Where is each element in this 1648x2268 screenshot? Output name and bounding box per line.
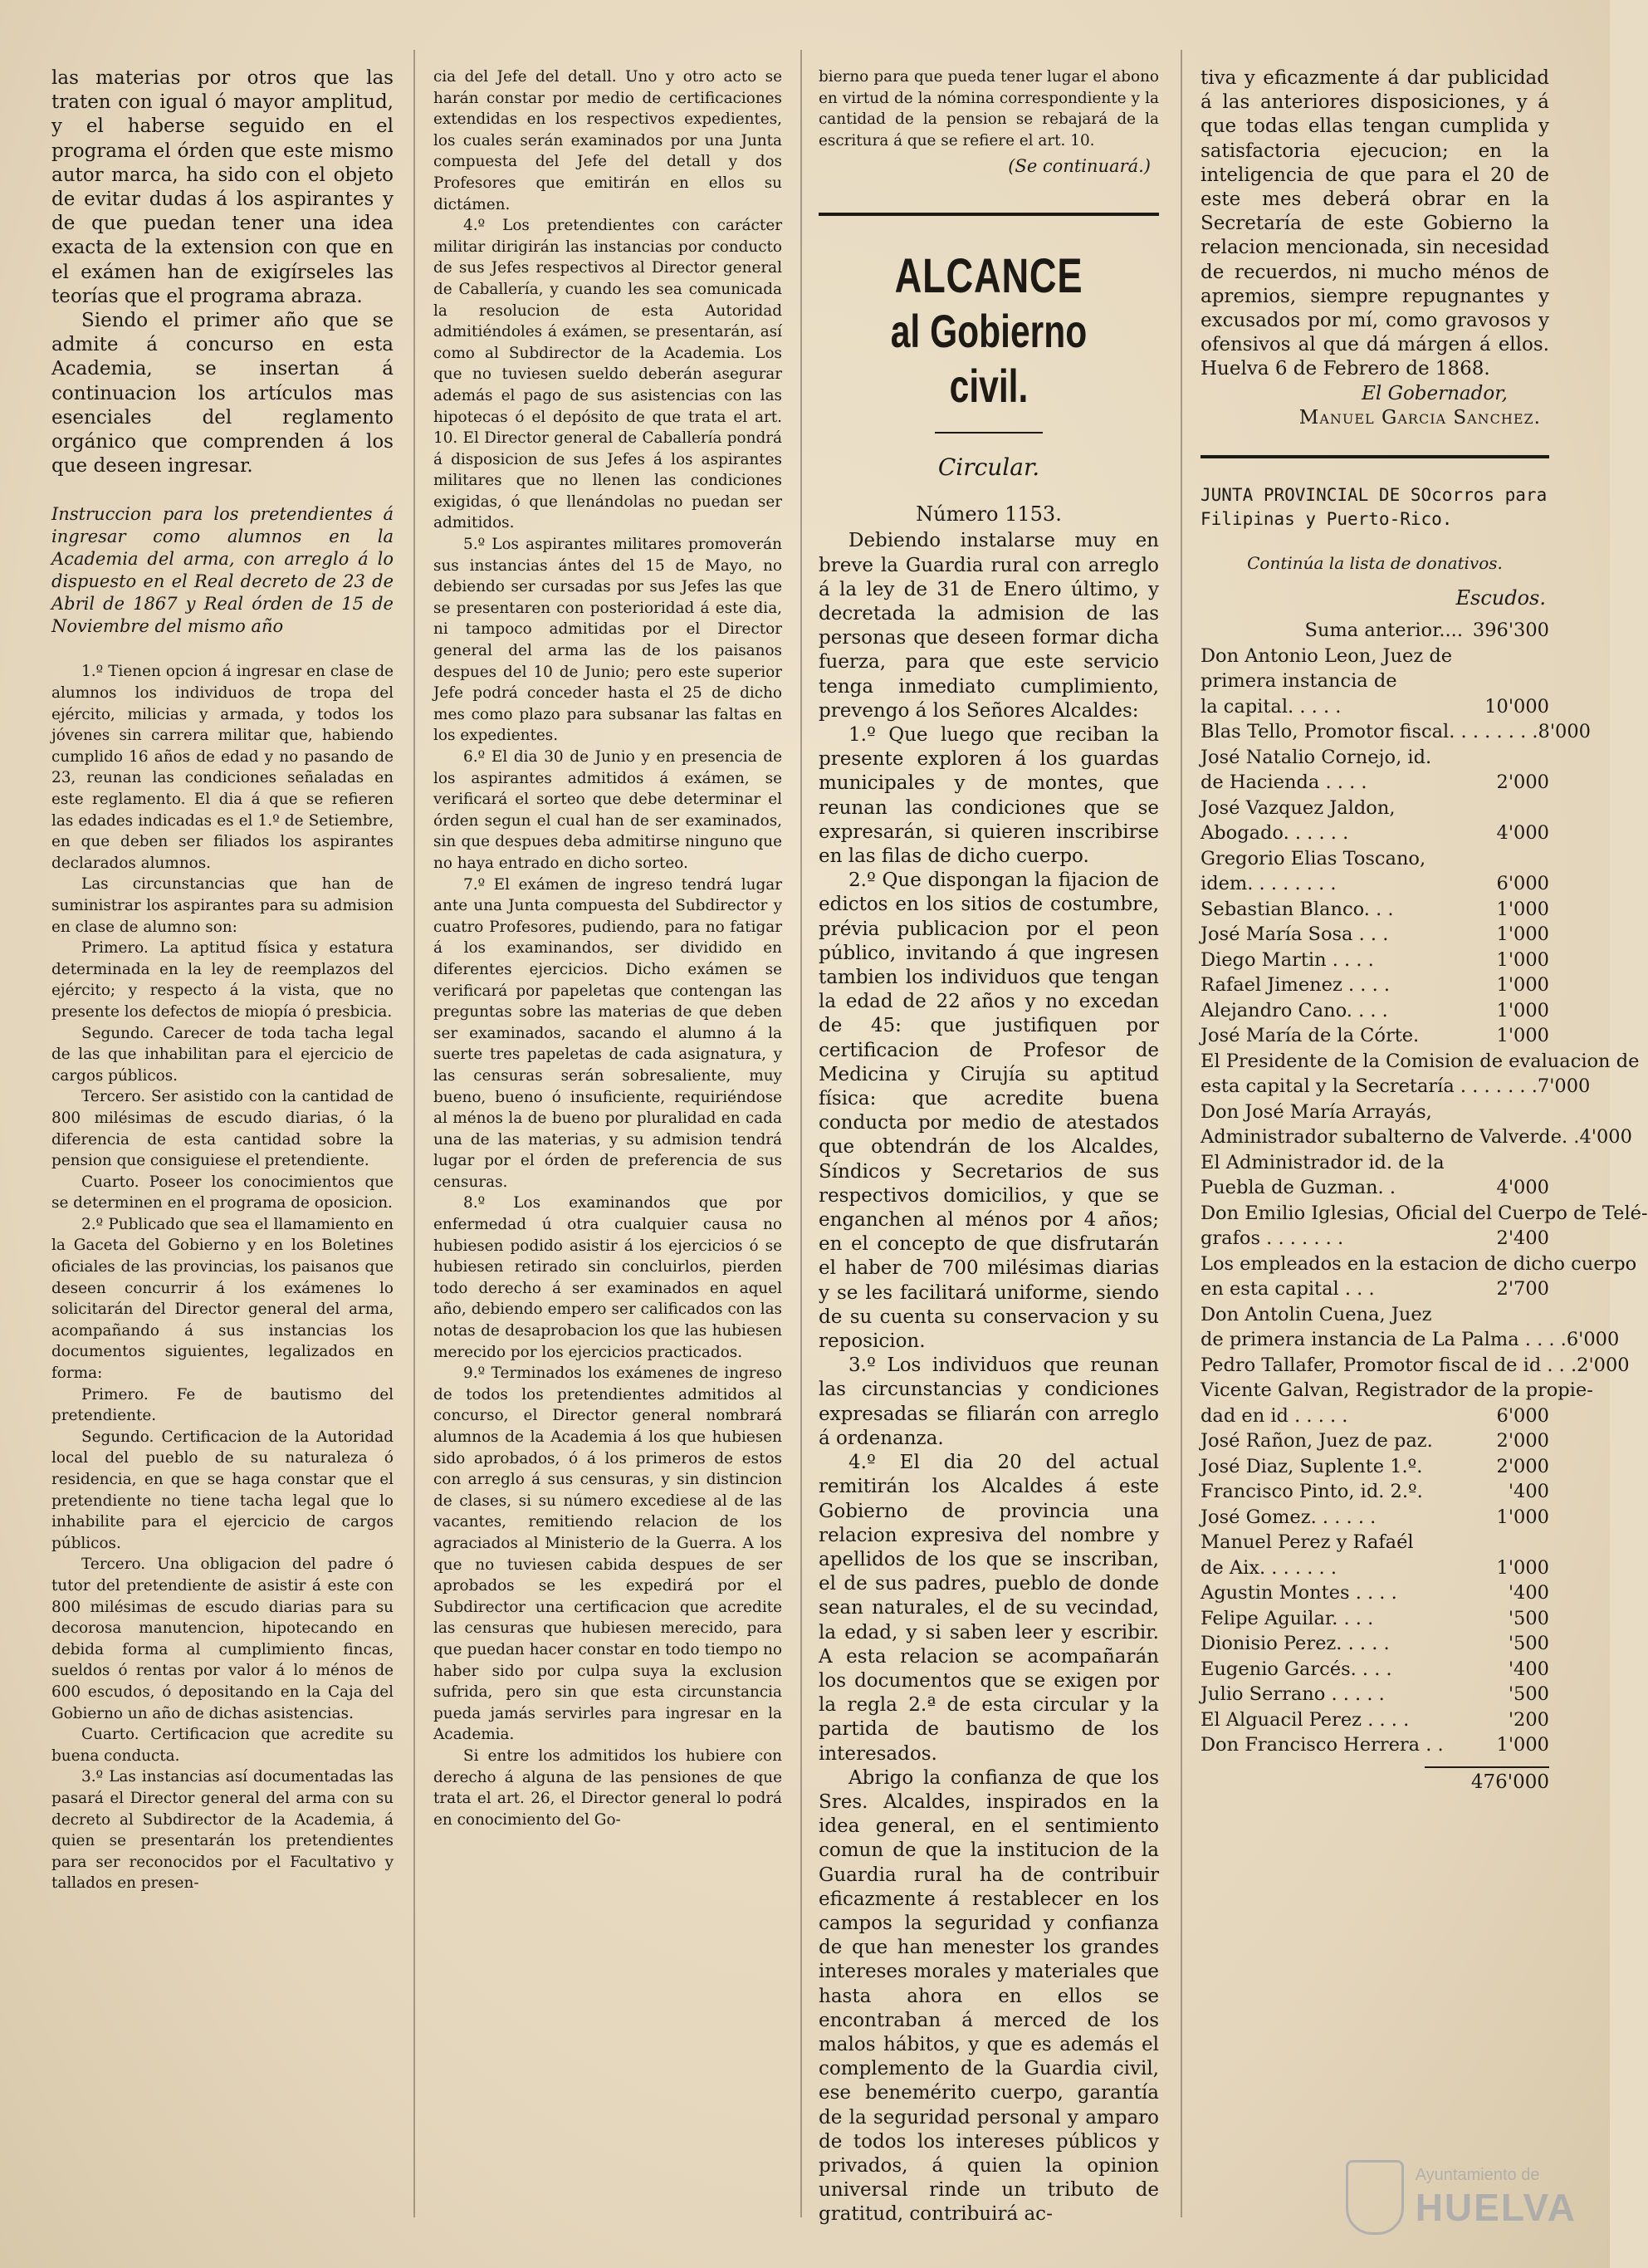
donor-amount — [1470, 1302, 1549, 1328]
article-paragraph: Cuarto. Certificacion que acredite su buena conducta. — [51, 1726, 394, 1765]
donor-amount: 1'000 — [1496, 923, 1549, 946]
donor-name: El Administrador id. de la — [1201, 1151, 1445, 1173]
donor-amount: 4'000 — [1496, 822, 1549, 845]
donor-row — [1201, 770, 1549, 796]
donor-row — [1201, 1074, 1591, 1100]
donor-amount: 1'000 — [1496, 948, 1549, 971]
article-paragraph: Primero. La aptitud física y estatura determinada en la ley de reemplazos del ejército; y respecto á la vista, que no presente los defectos de miopía ó presbicia. — [51, 939, 394, 1021]
donor-row — [1201, 1682, 1549, 1707]
circular-paragraph: Debiendo instalarse muy en breve la Guardia rural con arreglo á la ley de 31 de Enero último, y decretada la admision de las personas que deseen formar dicha fuerza, para que este servicio tenga inmediato cumplimiento, prevengo á los Señores Alcaldes: — [819, 530, 1159, 722]
donor-list — [1201, 644, 1648, 1758]
article-paragraph: Tercero. Una obligacion del padre ó tutor del pretendiente de asistir á este con 800 milésimas de escudo diarias para su decorosa manutencion, hipotecando en debida forma al cumplimiento fincas, sueldos ó rentas por valor á lo ménos de 600 escudos, ó depositando en la Caja del Gobierno un año de dichas asistencias. — [51, 1555, 394, 1722]
donor-row — [1201, 1657, 1549, 1683]
article-paragraph: 7.º El exámen de ingreso tendrá lugar ante una Junta compuesta del Subdirector y cuatro Profesores, pudiendo, para no fatigar á los examinandos, ser dividido en diferentes ejercicios. Dicho exámen se verificará por papeletas que contengan las preguntas sobre las materias de que deben ser examinados, sacando el alumno á la suerte tres papeletas de cada asignatura, y las censuras serán sobresaliente, muy bueno, bueno ó insuficiente, requiriéndose al ménos la de bueno por pluralidad en cada una de las materias, y su admision tendrá lugar por el órden de preferencia de sus censuras. — [433, 875, 782, 1191]
donor-row — [1201, 1403, 1549, 1429]
donor-name: El Alguacil Perez . . . . — [1201, 1708, 1410, 1731]
donor-amount: 1'000 — [1496, 1556, 1549, 1579]
donor-row — [1201, 1732, 1549, 1758]
donor-amount: '400 — [1508, 1582, 1549, 1604]
donor-amount — [1470, 669, 1549, 694]
donor-row — [1201, 1023, 1549, 1049]
article-paragraph: 4.º Los pretendientes con carácter militar dirigirán las instancias por conducto de sus Jefes respectivos al Director general de Caballería, y cuando les sea comunicada la resolucion de esta Autoridad admitiéndoles á exámen, se presentarán, así como al Subdirector de la Academia. Los que no tuviesen sueldo deberán asegurar además el pago de sus asistencias con las hipotecas ó el depósito de que trata el art. 10. El Director general de Caballería pondrá á disposicion de sus Jefes á los aspirantes militares que no llenen las condiciones exigidas, ó que llenándolas no puedan ser admitidos. — [433, 217, 782, 532]
intro-paragraph: Siendo el primer año que se admite á concurso en esta Academia, se insertan á continuacion los artículos mas esenciales del reglamento orgánico que comprenden á los que deseen ingresar. — [51, 310, 394, 478]
donor-amount: 7'000 — [1537, 1075, 1591, 1098]
donor-row — [1201, 694, 1549, 720]
donor-row — [1201, 1100, 1549, 1125]
donor-row — [1201, 1530, 1549, 1555]
donor-name: Alejandro Cano. . . . — [1201, 999, 1388, 1021]
donor-amount: 1'000 — [1496, 974, 1549, 997]
donor-amount — [1470, 745, 1549, 771]
donor-name: José Vazquez Jaldon, — [1201, 796, 1396, 819]
donor-name: José Diaz, Suplente 1.º. — [1201, 1455, 1423, 1477]
donor-amount: 2'000 — [1577, 1354, 1630, 1376]
donor-name: Pedro Tallafer, Promotor fiscal de id . . . — [1201, 1354, 1577, 1376]
donor-row — [1201, 1580, 1549, 1606]
donor-amount: '500 — [1508, 1607, 1549, 1629]
article-paragraph: cia del Jefe del detall. Uno y otro acto se harán constar por medio de certificaciones extendidas en los respectivos expedientes, los cuales serán examinados por una Junta compuesta del Jefe del detall y dos Profesores que emitirán en ellos su dictámen. — [433, 68, 782, 213]
circular-paragraph: 2.º Que dispongan la fijacion de edictos en los sitios de costumbre, prévia publicacion por el peon público, invitando á que ingresen tambien los individuos que tengan la edad de 22 años y no excedan de 45: que justifiquen por certificacion de Profesor de Medicina y Cirujía su aptitud física: que acredite buena conducta por medio de atestados que obtendrán de los Alcaldes, Síndicos y Secretarios de sus respectivos domicilios, y que se enganchen al ménos por 4 años; en el concepto de que disfrutarán el haber de 700 milésimas diarias y se les facilitará uniforme, siendo de su cuenta su conservacion y su reposicion. — [819, 869, 1159, 1353]
donor-name: Vicente Galvan, Registrador de la propie- — [1201, 1379, 1593, 1402]
donor-name: la capital. . . . . — [1201, 695, 1342, 718]
donor-amount — [1470, 644, 1549, 669]
instruction-heading: Instruccion para los pretendientes á ingresar como alumnos en la Academia del arma, con arreglo á lo dispuesto en el Real decreto de 23 de Abril de 1867 y Real órden de 15 de Noviembre del mismo año — [51, 504, 394, 637]
donor-name: Administrador subalterno de Valverde. . — [1201, 1126, 1580, 1149]
article-paragraph: 9.º Terminados los exámenes de ingreso de todos los pretendientes admitidos al concurso, el Director general nombrará alumnos de la Academia á los que hubiesen sido aprobados, ó á los primeros de estos con arreglo á sus censuras, y sin distincion de clases, si su número excediese al de las vacantes, remitiendo relacion de los agraciados al Ministerio de la Guerra. A los que no tuviesen cabida despues de ser aprobados se les expedirá por el Subdirector una certificacion que acredite las censuras que hubiesen merecido, para que puedan hacer constar en todo tiempo no haber sido por culpa suya la exclusion sufrida, pero sin que esta circunstancia pueda jamás servirles para ingresar en la Academia. — [433, 1364, 782, 1744]
column-rule — [413, 50, 415, 2217]
donor-amount: '400 — [1508, 1658, 1549, 1680]
donor-name: primera instancia de — [1201, 670, 1397, 693]
donor-name: Diego Martin . . . . — [1201, 948, 1374, 971]
donor-name: José Natalio Cornejo, id. — [1201, 746, 1432, 768]
donor-name: Don José María Arrayás, — [1201, 1100, 1432, 1123]
donor-name: Don Antonio Leon, Juez de — [1201, 644, 1453, 667]
donor-name: José Gomez. . . . . . — [1201, 1506, 1377, 1528]
governor-signature: Manuel Garcia Sanchez. — [1298, 406, 1541, 429]
donor-row — [1201, 948, 1549, 973]
donor-amount: 6'000 — [1566, 1329, 1620, 1351]
donor-name: Manuel Perez y Rafaél — [1201, 1531, 1414, 1554]
donor-name: en esta capital . . . — [1201, 1278, 1375, 1301]
donor-name: de Aix. . . . . . . — [1201, 1556, 1337, 1579]
article-paragraph: 6.º El dia 30 de Junio y en presencia de los aspirantes admitidos á exámen, se verificará el sorteo que debe determinar el órden segun el cual han de ser examinados, sin que despues deba admitirse ninguno que no haya entrado en dicho sorteo. — [433, 748, 782, 872]
column-rule — [1181, 50, 1182, 2217]
donor-amount: 2'000 — [1496, 772, 1549, 794]
donor-row — [1201, 1479, 1549, 1505]
donor-amount: '500 — [1508, 1633, 1549, 1655]
article-paragraph: 8.º Los examinandos que por enfermedad ú otra cualquier causa no hubiesen podido asistir á los ejercicios ó se hubiesen retirado sin concluirlos, pierden todo derecho á ser examinados en aquel año, debiendo empero ser calificados con las notas de desaprobacion los que las hubiesen merecido por los ejercicios practicados. — [433, 1194, 782, 1361]
donor-amount: 10'000 — [1484, 695, 1549, 718]
donor-row — [1201, 1555, 1549, 1581]
continued-note: (Se continuará.) — [1008, 156, 1151, 177]
donor-row — [1201, 897, 1549, 923]
donor-name: Dionisio Perez. . . . . — [1201, 1633, 1390, 1655]
circular-paragraph: 4.º El dia 20 del actual remitirán los Alcaldes á este Gobierno de provincia una relacion expresiva del nombre y apellidos de los que se inscriban, el de sus padres, pueblo de donde sean naturales, el de su vecindad, la edad, y si saben leer y escribir. A esta relacion se acompañarán los documentos que se exigen por la regla 2.ª de esta circular y la partida de bautismo de los interesados. — [819, 1452, 1159, 1765]
article-paragraph: Cuarto. Poseer los conocimientos que se determinen en el programa de oposicion. — [51, 1173, 394, 1212]
donor-row — [1201, 998, 1549, 1024]
donor-row — [1201, 1276, 1549, 1302]
governor-title: El Gobernador, — [1362, 382, 1508, 404]
article-paragraph: Segundo. Carecer de toda tacha legal de las que inhabilitan para el ejercicio de cargos públicos. — [51, 1024, 394, 1085]
column-1 — [51, 66, 394, 2226]
donor-name: esta capital y la Secretaría . . . . . . . — [1201, 1075, 1538, 1098]
donor-row — [1201, 1454, 1549, 1480]
watermark-city: HUELVA — [1415, 2185, 1577, 2229]
headline-alcance: ALCANCE — [894, 249, 1083, 304]
watermark-caption: Ayuntamiento de — [1415, 2165, 1540, 2184]
article-paragraph: bierno para que pueda tener lugar el abono en virtud de la nómina correspondiente y la cantidad de la pension se rebajará de la escritura á que se refiere el art. 10. — [819, 68, 1159, 149]
donor-name: El Presidente de la Comision de evaluacion de — [1201, 1050, 1640, 1072]
donor-name: idem. . . . . . . . — [1201, 873, 1337, 895]
donor-row — [1201, 846, 1549, 872]
donor-name: grafos . . . . . . . — [1201, 1227, 1344, 1250]
donor-row — [1201, 1606, 1549, 1632]
headline-gobierno: al Gobierno civil. — [890, 305, 1088, 413]
previous-sum-row — [1201, 618, 1549, 644]
column-3 — [819, 66, 1159, 2226]
donor-amount — [1470, 1530, 1549, 1555]
previous-sum-amount: 396'300 — [1472, 620, 1549, 642]
donor-row — [1201, 1201, 1648, 1227]
donor-row — [1201, 745, 1549, 771]
donor-row — [1201, 922, 1549, 948]
donor-row — [1201, 1252, 1637, 1277]
donor-amount: 1'000 — [1496, 1506, 1549, 1528]
donor-row — [1201, 796, 1549, 821]
donor-amount: '400 — [1508, 1481, 1549, 1503]
donor-amount: 2'000 — [1496, 1430, 1549, 1452]
donor-row — [1201, 1631, 1549, 1657]
donor-amount: '200 — [1508, 1708, 1549, 1731]
donor-row — [1201, 1505, 1549, 1531]
shield-icon — [1346, 2160, 1404, 2235]
donor-amount: 8'000 — [1538, 721, 1591, 743]
donor-name: Puebla de Guzman. . — [1201, 1177, 1396, 1199]
donor-name: Julio Serrano . . . . . — [1201, 1683, 1385, 1706]
donor-name: Los empleados en la estacion de dicho cuerpo — [1201, 1252, 1637, 1275]
list-continued: Continúa la lista de donativos. — [1247, 553, 1503, 574]
donor-amount: 1'000 — [1496, 898, 1549, 920]
circular-paragraph: tiva y eficazmente á dar publicidad á las anteriores disposiciones, y á que todas ellas tengan cumplida y satisfactoria ejecucion; en la inteligencia de que para el 20 de este mes deberá obrar en la Secretaría de este Gobierno la relacion mencionada, sin necesidad de recuerdos, ni mucho ménos de apremios, siempre repugnantes y excusados por mí, como gravosos y ofensivos al que dá márgen á ellos. Huelva 6 de Febrero de 1868. — [1201, 67, 1549, 380]
donor-amount — [1470, 1100, 1549, 1125]
intro-paragraph: las materias por otros que las traten con igual ó mayor amplitud, y el haberse seguido en el programa el órden que este mismo autor marca, ha sido con el objeto de evitar dudas á los aspirantes y de que puedan tener una idea exacta de la extension con que en el exámen han de exigírseles las teorías que el programa abraza. — [51, 67, 394, 307]
column-4 — [1201, 66, 1648, 2226]
municipal-watermark — [1346, 2160, 1577, 2235]
donor-row — [1201, 871, 1549, 897]
circular-number: Número 1153. — [916, 502, 1062, 527]
donor-name: Abogado. . . . . . — [1201, 822, 1349, 845]
circular-paragraph: 3.º Los individuos que reunan las circunstancias y condiciones expresadas se filiarán con arreglo á ordenanza. — [819, 1354, 1159, 1449]
donor-row — [1201, 1175, 1549, 1201]
donor-name: Blas Tello, Promotor fiscal. . . . . . . . — [1201, 721, 1538, 743]
article-paragraph: Segundo. Certificacion de la Autoridad local del pueblo de su naturaleza ó residencia, en que se haga constar que el pretendiente no tiene tacha legal que lo inhabilite para el ejercicio de cargos públicos. — [51, 1428, 394, 1552]
donor-name: Eugenio Garcés. . . . — [1201, 1658, 1392, 1680]
donor-name: Don Francisco Herrera . . — [1201, 1734, 1444, 1756]
donor-amount: 6'000 — [1496, 1404, 1549, 1427]
column-2 — [433, 66, 782, 2226]
donor-row — [1201, 1428, 1549, 1454]
section-rule — [819, 213, 1159, 216]
circular-paragraph: Abrigo la confianza de que los Sres. Alcaldes, inspirados en la idea general, en el sentimiento comun de que la institucion de la Guardia rural ha de contribuir eficazmente á restablecer en los campos la seguridad y confianza de que han menester los grandes intereses morales y materiales que hasta ahora en ellos se encontraban á merced de los malos hábitos, y que es además el complemento de la Guardia civil, ese benemérito cuerpo, garantía de la seguridad personal y amparo de todos los intereses públicos y privados, á quien la opinion universal rinde un tributo de gratitud, contribuirá ac- — [819, 1766, 1159, 2226]
donor-row — [1201, 1378, 1593, 1403]
currency-heading: Escudos. — [1455, 586, 1546, 610]
circular-heading: Circular. — [937, 453, 1040, 482]
donor-amount: 2'400 — [1496, 1227, 1549, 1250]
article-paragraph: 3.º Las instancias así documentadas las pasará el Director general del arma con su decreto al Subdirector de la Academia, á quien se presentarán los pretendientes para ser reconocidos por el Facultativo y tallados en presen- — [51, 1768, 394, 1893]
donor-amount: 6'000 — [1496, 873, 1549, 895]
donor-amount: 1'000 — [1496, 1025, 1549, 1047]
donor-amount: 1'000 — [1496, 999, 1549, 1021]
donor-amount: 1'000 — [1496, 1734, 1549, 1756]
article-paragraph: 1.º Tienen opcion á ingresar en clase de alumnos los individuos de tropa del ejército, milicias y armada, y todos los jóvenes sin carrera militar que, habiendo cumplido 16 años de edad y no pasando de 23, reunan las condiciones señaladas en este reglamento. El dia á que se refieren las edades indicadas es el 1.º de Setiembre, en que deben ser filiados los aspirantes declarados alumnos. — [51, 663, 394, 872]
donor-row — [1201, 1049, 1640, 1075]
donor-name: José María Sosa . . . — [1201, 923, 1389, 946]
section-rule — [1201, 455, 1549, 458]
article-paragraph: Las circunstancias que han de suministrar los aspirantes para su admision en clase de alumno son: — [51, 875, 394, 936]
donor-row — [1201, 820, 1549, 846]
donor-name: Gregorio Elias Toscano, — [1201, 847, 1426, 869]
article-paragraph: Primero. Fe de bautismo del pretendiente. — [51, 1385, 394, 1425]
donor-row — [1201, 644, 1549, 669]
donor-name: de Hacienda . . . . — [1201, 772, 1367, 794]
article-paragraph: 2.º Publicado que sea el llamamiento en la Gaceta del Gobierno y en los Boletines oficiales de las provincias, los paisanos que deseen concurrir á los exámenes lo solicitarán del Director general del arma, acompañando á sus instancias los documentos siguientes, legalizados en forma: — [51, 1215, 394, 1383]
article-paragraph: Si entre los admitidos los hubiere con derecho á alguna de las pensiones de que trata el art. 26, el Director general lo podrá en conocimiento del Go- — [433, 1746, 782, 1829]
donor-name: Don Emilio Iglesias, Oficial del Cuerpo de Telé- — [1201, 1202, 1648, 1224]
donor-row — [1201, 972, 1549, 998]
donor-amount: 4'000 — [1496, 1177, 1549, 1199]
donor-name: Rafael Jimenez . . . . — [1201, 974, 1391, 997]
donor-row — [1201, 1707, 1549, 1733]
grand-total: 476'000 — [1425, 1766, 1549, 1793]
donor-name: de primera instancia de La Palma . . . . — [1201, 1329, 1567, 1351]
donor-name: Agustin Montes . . . . — [1201, 1582, 1397, 1604]
donor-row — [1201, 1302, 1549, 1328]
junta-heading: JUNTA PROVINCIAL DE SOcorros para Filipinas y Puerto-Rico. — [1201, 485, 1548, 530]
donor-row — [1201, 1124, 1632, 1150]
donor-amount: 4'000 — [1579, 1126, 1632, 1149]
donor-name: Felipe Aguilar. . . . — [1201, 1607, 1374, 1629]
donor-row — [1201, 1353, 1630, 1379]
donor-amount: 2'000 — [1496, 1455, 1549, 1477]
donor-amount — [1470, 846, 1549, 872]
donor-row — [1201, 719, 1591, 745]
previous-sum-label: Suma anterior.... — [1304, 620, 1463, 642]
donor-amount: 2'700 — [1496, 1278, 1549, 1301]
donor-row — [1201, 1150, 1549, 1176]
donor-name: dad en id . . . . . — [1201, 1404, 1348, 1427]
article-paragraph: 5.º Los aspirantes militares promoverán sus instancias ántes del 15 de Mayo, no debiendo ser cursadas por sus Jefes las que se presentaren con posterioridad á este dia, ni tampoco admitidas por el Director general del arma las de los paisanos despues del 10 de Junio; pero este superior Jefe podrá conceder hasta el 25 de dicho mes como plazo para subsanar las faltas en los expedientes. — [433, 536, 782, 745]
donor-amount — [1470, 1150, 1549, 1176]
donor-row — [1201, 669, 1549, 694]
donor-row — [1201, 1226, 1549, 1252]
donor-name: José Rañon, Juez de paz. — [1201, 1430, 1433, 1452]
donor-name: José María de la Córte. — [1201, 1025, 1420, 1047]
article-paragraph: Tercero. Ser asistido con la cantidad de 800 milésimas de escudo diarias, ó la diferencia de esta cantidad sobre la pension que consiguiese el pretendiente. — [51, 1088, 394, 1170]
donor-name: Don Antolin Cuena, Juez — [1201, 1303, 1432, 1325]
short-rule — [935, 432, 1043, 434]
donor-amount — [1470, 796, 1549, 821]
circular-paragraph: 1.º Que luego que reciban la presente exploren á los guardas municipales y de montes, que reunan las condiciones que se expresarán, si quieren inscribirse en las filas de dicho cuerpo. — [819, 724, 1159, 868]
donor-row — [1201, 1327, 1620, 1353]
column-rule — [800, 50, 802, 2217]
donor-amount: '500 — [1508, 1683, 1549, 1706]
donor-name: Sebastian Blanco. . . — [1201, 898, 1394, 920]
donor-name: Francisco Pinto, id. 2.º. — [1201, 1481, 1423, 1503]
